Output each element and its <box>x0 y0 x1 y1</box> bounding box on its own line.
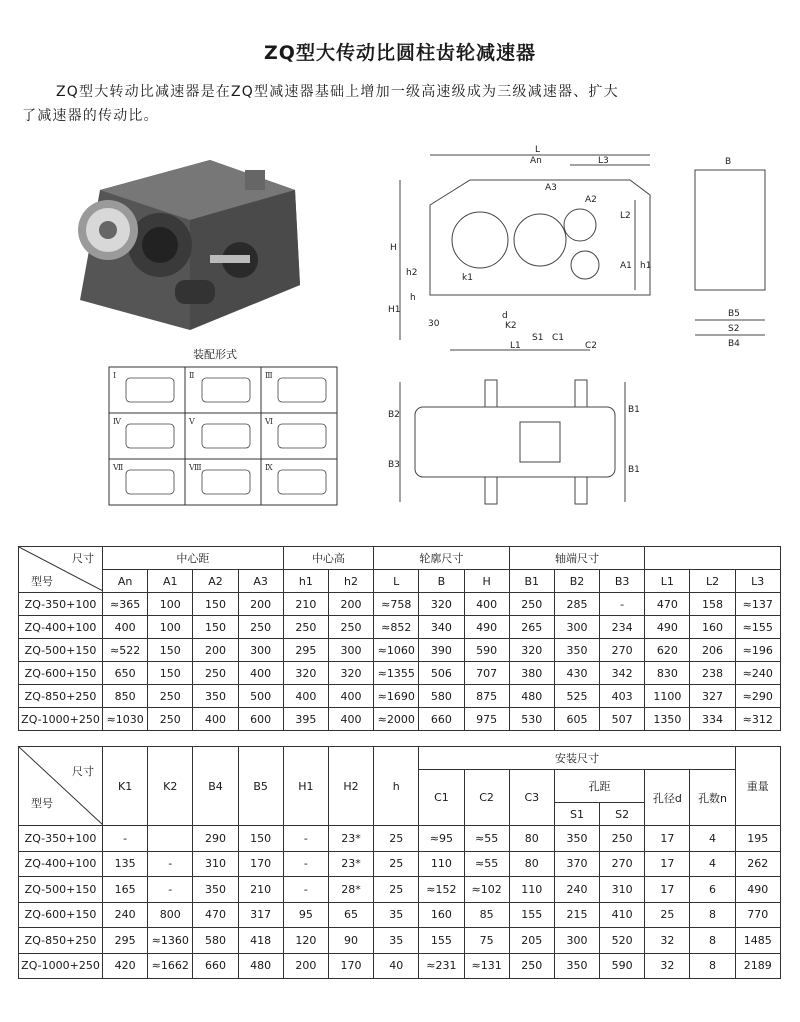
value-cell: 420 <box>103 953 148 979</box>
value-cell: 400 <box>103 616 148 639</box>
value-cell: ≈1662 <box>148 953 193 979</box>
value-cell: 707 <box>464 662 509 685</box>
value-cell: 25 <box>374 877 419 903</box>
dim-A2: A2 <box>585 195 597 205</box>
value-cell: 770 <box>735 902 780 928</box>
value-cell: ≈312 <box>735 708 780 731</box>
value-cell: 110 <box>419 851 464 877</box>
dim-30: 30 <box>428 319 440 329</box>
form-8-label: Ⅷ <box>189 463 202 472</box>
value-cell: 250 <box>509 953 554 979</box>
value-cell: 400 <box>328 685 373 708</box>
dim-S2: S2 <box>728 324 740 334</box>
value-cell: 150 <box>193 593 238 616</box>
value-cell: 290 <box>193 826 238 852</box>
table1-col-3: A3 <box>238 570 283 593</box>
model-cell: ZQ-850+250 <box>19 685 103 708</box>
value-cell: 470 <box>193 902 238 928</box>
value-cell: 17 <box>645 851 690 877</box>
table-row <box>19 928 781 954</box>
value-cell: 155 <box>419 928 464 954</box>
group-install: 安装尺寸 <box>419 747 735 770</box>
value-cell: 100 <box>148 616 193 639</box>
table1-col-0: An <box>103 570 148 593</box>
value-cell: 320 <box>509 639 554 662</box>
form-5-label: Ⅴ <box>189 417 195 426</box>
dim-B3: B3 <box>388 460 400 470</box>
value-cell: 17 <box>645 877 690 903</box>
value-cell: 250 <box>238 616 283 639</box>
top-view-drawing <box>370 372 640 512</box>
value-cell: 250 <box>509 593 554 616</box>
value-cell: 265 <box>509 616 554 639</box>
group-center-height: 中心高 <box>283 547 373 570</box>
table1-col-9: B1 <box>509 570 554 593</box>
value-cell: 800 <box>148 902 193 928</box>
col-K2: K2 <box>148 747 193 826</box>
value-cell: 8 <box>690 902 735 928</box>
dim-L3: L3 <box>598 156 609 166</box>
model-cell: ZQ-500+150 <box>19 877 103 903</box>
table1-col-7: B <box>419 570 464 593</box>
value-cell: 400 <box>464 593 509 616</box>
value-cell: 95 <box>283 902 328 928</box>
table1-col-5: h2 <box>328 570 373 593</box>
value-cell: 520 <box>600 928 645 954</box>
value-cell: 300 <box>554 616 599 639</box>
dim-h2: h2 <box>406 268 418 278</box>
dim-H: H <box>390 243 397 253</box>
value-cell: 23* <box>328 851 373 877</box>
model-cell: ZQ-1000+250 <box>19 953 103 979</box>
value-cell: 490 <box>735 877 780 903</box>
value-cell: 4 <box>690 826 735 852</box>
table-row <box>19 593 781 616</box>
form-2-label: Ⅱ <box>189 371 195 380</box>
group-outline: 轮廓尺寸 <box>374 547 510 570</box>
value-cell: 28* <box>328 877 373 903</box>
value-cell: 590 <box>600 953 645 979</box>
form-3-label: Ⅲ <box>265 371 273 380</box>
value-cell: 200 <box>328 593 373 616</box>
table1-col-4: h1 <box>283 570 328 593</box>
value-cell: 240 <box>554 877 599 903</box>
value-cell: 975 <box>464 708 509 731</box>
value-cell: 480 <box>238 953 283 979</box>
value-cell: 830 <box>645 662 690 685</box>
value-cell: 206 <box>690 639 735 662</box>
value-cell: ≈522 <box>103 639 148 662</box>
value-cell: 530 <box>509 708 554 731</box>
value-cell: 135 <box>103 851 148 877</box>
col-S1: S1 <box>554 803 599 826</box>
value-cell: 238 <box>690 662 735 685</box>
value-cell: ≈1060 <box>374 639 419 662</box>
value-cell: 270 <box>600 851 645 877</box>
value-cell: ≈137 <box>735 593 780 616</box>
value-cell: 6 <box>690 877 735 903</box>
value-cell: 250 <box>193 662 238 685</box>
value-cell: 100 <box>148 593 193 616</box>
intro-text <box>22 80 782 128</box>
value-cell: 250 <box>328 616 373 639</box>
value-cell: 327 <box>690 685 735 708</box>
value-cell: 150 <box>193 616 238 639</box>
value-cell: 75 <box>464 928 509 954</box>
value-cell: 32 <box>645 928 690 954</box>
value-cell: 250 <box>600 826 645 852</box>
dim-B: B <box>725 157 732 167</box>
value-cell: 875 <box>464 685 509 708</box>
value-cell: 380 <box>509 662 554 685</box>
table-row <box>19 953 781 979</box>
value-cell: 310 <box>193 851 238 877</box>
value-cell: 250 <box>148 685 193 708</box>
value-cell: 165 <box>103 877 148 903</box>
model-cell: ZQ-500+150 <box>19 639 103 662</box>
value-cell: - <box>148 877 193 903</box>
value-cell: 660 <box>193 953 238 979</box>
value-cell: 660 <box>419 708 464 731</box>
value-cell: ≈365 <box>103 593 148 616</box>
col-K1: K1 <box>103 747 148 826</box>
value-cell: 240 <box>103 902 148 928</box>
model-cell: ZQ-400+100 <box>19 851 103 877</box>
value-cell: 234 <box>600 616 645 639</box>
value-cell: 205 <box>509 928 554 954</box>
value-cell: 403 <box>600 685 645 708</box>
dim-d: d <box>502 311 508 321</box>
value-cell: 320 <box>328 662 373 685</box>
value-cell: 160 <box>419 902 464 928</box>
col-bore: 孔径d <box>645 770 690 826</box>
dim-B1-bottom: B1 <box>628 465 640 475</box>
col-C3: C3 <box>509 770 554 826</box>
model-cell: ZQ-400+100 <box>19 616 103 639</box>
value-cell: ≈852 <box>374 616 419 639</box>
value-cell: 250 <box>283 616 328 639</box>
value-cell: 295 <box>103 928 148 954</box>
value-cell: 160 <box>690 616 735 639</box>
value-cell: 32 <box>645 953 690 979</box>
value-cell: ≈1355 <box>374 662 419 685</box>
table2-corner: 尺寸 型号 <box>19 747 103 826</box>
value-cell: 110 <box>509 877 554 903</box>
table-row <box>19 708 781 731</box>
dim-A3: A3 <box>545 183 557 193</box>
value-cell: 590 <box>464 639 509 662</box>
value-cell: ≈758 <box>374 593 419 616</box>
value-cell: 320 <box>419 593 464 616</box>
dim-h: h <box>410 293 416 303</box>
dim-H1: H1 <box>388 305 401 315</box>
value-cell: 80 <box>509 851 554 877</box>
value-cell: 8 <box>690 953 735 979</box>
value-cell: 210 <box>283 593 328 616</box>
dim-L: L <box>535 145 541 155</box>
value-cell: 285 <box>554 593 599 616</box>
value-cell: 350 <box>193 877 238 903</box>
value-cell: 507 <box>600 708 645 731</box>
dim-k1: k1 <box>462 273 473 283</box>
value-cell: 2189 <box>735 953 780 979</box>
value-cell: 1350 <box>645 708 690 731</box>
value-cell: 310 <box>600 877 645 903</box>
value-cell: ≈1360 <box>148 928 193 954</box>
value-cell: ≈152 <box>419 877 464 903</box>
table-row <box>19 851 781 877</box>
value-cell: 300 <box>328 639 373 662</box>
group-shaft-end: 轴端尺寸 <box>509 547 645 570</box>
form-9-label: Ⅸ <box>265 463 273 472</box>
value-cell: 150 <box>148 662 193 685</box>
group-hole-distance: 孔距 <box>554 770 644 803</box>
value-cell: 340 <box>419 616 464 639</box>
col-H1: H1 <box>283 747 328 826</box>
value-cell: ≈1690 <box>374 685 419 708</box>
dim-B1-top: B1 <box>628 405 640 415</box>
value-cell: ≈1030 <box>103 708 148 731</box>
value-cell: 35 <box>374 902 419 928</box>
value-cell: 490 <box>464 616 509 639</box>
value-cell: 40 <box>374 953 419 979</box>
value-cell: 170 <box>238 851 283 877</box>
model-cell: ZQ-350+100 <box>19 593 103 616</box>
model-cell: ZQ-600+150 <box>19 662 103 685</box>
value-cell: 158 <box>690 593 735 616</box>
group-center-distance: 中心距 <box>103 547 284 570</box>
value-cell: 580 <box>193 928 238 954</box>
value-cell: - <box>283 877 328 903</box>
group-blank <box>645 547 781 570</box>
table-row <box>19 639 781 662</box>
value-cell: 506 <box>419 662 464 685</box>
value-cell: 155 <box>509 902 554 928</box>
value-cell: 200 <box>283 953 328 979</box>
value-cell: 850 <box>103 685 148 708</box>
value-cell: ≈95 <box>419 826 464 852</box>
table1-corner: 尺寸 型号 <box>19 547 103 593</box>
value-cell: ≈231 <box>419 953 464 979</box>
value-cell: 25 <box>374 851 419 877</box>
value-cell: 90 <box>328 928 373 954</box>
value-cell: 400 <box>193 708 238 731</box>
value-cell: 500 <box>238 685 283 708</box>
value-cell: 295 <box>283 639 328 662</box>
value-cell: 300 <box>238 639 283 662</box>
value-cell: 342 <box>600 662 645 685</box>
value-cell: - <box>148 851 193 877</box>
value-cell: 215 <box>554 902 599 928</box>
assembly-forms-grid <box>108 366 338 506</box>
value-cell: 605 <box>554 708 599 731</box>
dim-B5: B5 <box>728 309 740 319</box>
table1-col-2: A2 <box>193 570 238 593</box>
value-cell: 25 <box>645 902 690 928</box>
value-cell: 300 <box>554 928 599 954</box>
model-cell: ZQ-850+250 <box>19 928 103 954</box>
value-cell: 400 <box>283 685 328 708</box>
value-cell: 390 <box>419 639 464 662</box>
table1-col-14: L3 <box>735 570 780 593</box>
value-cell: 430 <box>554 662 599 685</box>
table1-col-1: A1 <box>148 570 193 593</box>
table-row <box>19 826 781 852</box>
value-cell: ≈240 <box>735 662 780 685</box>
value-cell: 580 <box>419 685 464 708</box>
value-cell: 400 <box>328 708 373 731</box>
value-cell: 395 <box>283 708 328 731</box>
value-cell: 262 <box>735 851 780 877</box>
table-row <box>19 877 781 903</box>
form-6-label: Ⅵ <box>265 417 274 426</box>
table-row <box>19 902 781 928</box>
value-cell: 250 <box>148 708 193 731</box>
value-cell: 8 <box>690 928 735 954</box>
value-cell: 80 <box>509 826 554 852</box>
value-cell: 200 <box>193 639 238 662</box>
value-cell: ≈196 <box>735 639 780 662</box>
col-B5: B5 <box>238 747 283 826</box>
value-cell: ≈2000 <box>374 708 419 731</box>
value-cell: ≈102 <box>464 877 509 903</box>
value-cell: 650 <box>103 662 148 685</box>
dim-C2: C2 <box>585 341 598 351</box>
table-row <box>19 616 781 639</box>
col-weight: 重量 <box>735 747 780 826</box>
model-cell: ZQ-1000+250 <box>19 708 103 731</box>
value-cell: 25 <box>374 826 419 852</box>
value-cell: ≈55 <box>464 851 509 877</box>
dimension-table-2 <box>18 746 781 979</box>
value-cell: 200 <box>238 593 283 616</box>
col-C2: C2 <box>464 770 509 826</box>
intro-line-1: ZQ型大转动比减速器是在ZQ型减速器基础上增加一级高速级成为三级减速器、扩大 <box>56 84 619 100</box>
value-cell: 525 <box>554 685 599 708</box>
col-C1: C1 <box>419 770 464 826</box>
dimension-table-1 <box>18 546 781 731</box>
value-cell: - <box>283 851 328 877</box>
value-cell: 170 <box>328 953 373 979</box>
col-B4: B4 <box>193 747 238 826</box>
col-count: 孔数n <box>690 770 735 826</box>
value-cell: 370 <box>554 851 599 877</box>
value-cell: 270 <box>600 639 645 662</box>
table1-col-6: L <box>374 570 419 593</box>
dim-h1: h1 <box>640 261 652 271</box>
table1-col-8: H <box>464 570 509 593</box>
dim-S1: S1 <box>532 333 544 343</box>
value-cell: 410 <box>600 902 645 928</box>
value-cell: 65 <box>328 902 373 928</box>
value-cell: 1100 <box>645 685 690 708</box>
value-cell: 120 <box>283 928 328 954</box>
value-cell: - <box>600 593 645 616</box>
form-7-label: Ⅶ <box>113 463 124 472</box>
table1-col-10: B2 <box>554 570 599 593</box>
value-cell: 150 <box>148 639 193 662</box>
table-row <box>19 662 781 685</box>
value-cell: 418 <box>238 928 283 954</box>
value-cell: 1485 <box>735 928 780 954</box>
dim-B2: B2 <box>388 410 400 420</box>
value-cell: 350 <box>193 685 238 708</box>
col-S2: S2 <box>600 803 645 826</box>
dim-B4: B4 <box>728 339 740 349</box>
value-cell: 600 <box>238 708 283 731</box>
value-cell: 35 <box>374 928 419 954</box>
dim-An: An <box>530 156 542 166</box>
value-cell: 470 <box>645 593 690 616</box>
model-cell: ZQ-600+150 <box>19 902 103 928</box>
value-cell <box>148 826 193 852</box>
value-cell: 210 <box>238 877 283 903</box>
value-cell: 490 <box>645 616 690 639</box>
model-cell: ZQ-350+100 <box>19 826 103 852</box>
value-cell: 85 <box>464 902 509 928</box>
dim-L1: L1 <box>510 341 521 351</box>
dim-C1: C1 <box>552 333 565 343</box>
intro-line-2: 了减速器的传动比。 <box>22 108 159 124</box>
value-cell: 320 <box>283 662 328 685</box>
value-cell: 195 <box>735 826 780 852</box>
col-H2: H2 <box>328 747 373 826</box>
side-view-drawing <box>370 140 780 365</box>
form-1-label: Ⅰ <box>113 371 117 380</box>
value-cell: 334 <box>690 708 735 731</box>
value-cell: ≈155 <box>735 616 780 639</box>
value-cell: 4 <box>690 851 735 877</box>
dim-A1: A1 <box>620 261 632 271</box>
assembly-forms-label: 装配形式 <box>193 348 237 361</box>
dim-L2: L2 <box>620 211 631 221</box>
col-h: h <box>374 747 419 826</box>
value-cell: 350 <box>554 826 599 852</box>
value-cell: 350 <box>554 953 599 979</box>
form-4-label: Ⅳ <box>113 417 121 426</box>
table-row <box>19 685 781 708</box>
value-cell: ≈55 <box>464 826 509 852</box>
table1-col-13: L2 <box>690 570 735 593</box>
value-cell: - <box>283 826 328 852</box>
page-title: ZQ型大传动比圆柱齿轮减速器 <box>264 42 536 64</box>
table1-col-11: B3 <box>600 570 645 593</box>
value-cell: 23* <box>328 826 373 852</box>
value-cell: 400 <box>238 662 283 685</box>
value-cell: 480 <box>509 685 554 708</box>
dim-K2: K2 <box>505 321 517 331</box>
value-cell: ≈131 <box>464 953 509 979</box>
value-cell: 317 <box>238 902 283 928</box>
value-cell: 620 <box>645 639 690 662</box>
value-cell: 17 <box>645 826 690 852</box>
value-cell: ≈290 <box>735 685 780 708</box>
value-cell: 150 <box>238 826 283 852</box>
table1-col-12: L1 <box>645 570 690 593</box>
value-cell: - <box>103 826 148 852</box>
reducer-photo <box>60 150 320 340</box>
value-cell: 350 <box>554 639 599 662</box>
